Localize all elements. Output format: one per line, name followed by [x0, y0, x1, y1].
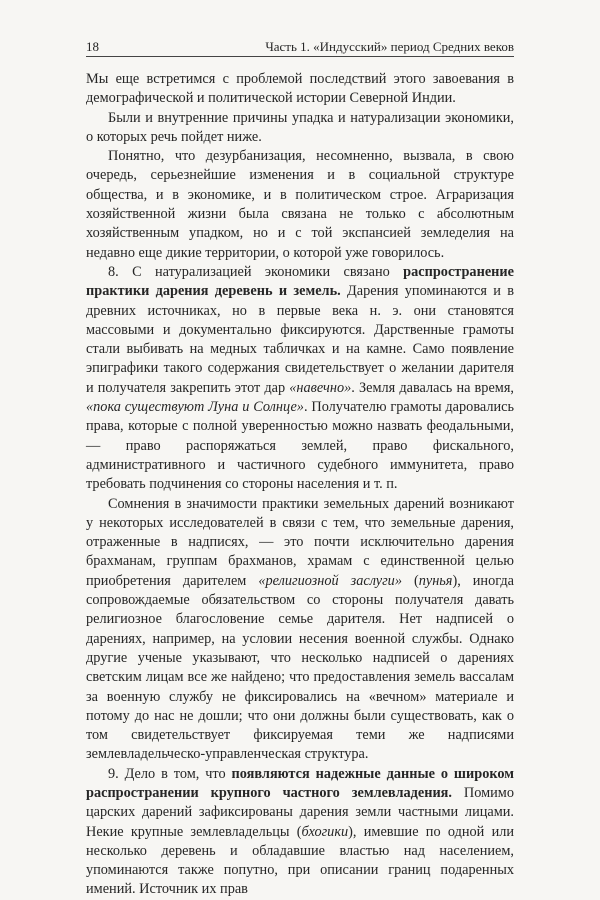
- paragraph-6: [86, 765, 514, 900]
- paragraph-1: [86, 70, 514, 109]
- text-run: ), имевшие по одной или несколько деревень и обладавшие властью над населением, упоминаются также попутно, при описании границ подаренных имений. Источник их прав: [86, 823, 514, 898]
- text-run: (: [401, 572, 419, 589]
- bold-term: появляются надежные данные о широком распространении крупного частного землевладения.: [86, 765, 515, 801]
- text-run: . Земля давалась на время,: [351, 379, 514, 396]
- text-run: Мы еще встретимся с проблемой последствий этого завоевания в демографической и политической истории Северной Индии.: [86, 71, 514, 107]
- text-run: 9. Дело в том, что: [108, 765, 232, 782]
- italic-quote: «пока существуют Луна и Солнце»: [86, 399, 304, 416]
- text-run: . Получателю грамоты даровались права, которые с полной уверенностью можно назвать феодальными, — право распоряжаться землей, право фискального, административного и частичного судебного иммунитета, право требовать подчинения со стороны населения и т. п.: [86, 399, 515, 493]
- text-run: ), иногда сопровождаемые обязательством со стороны получателя давать религиозное благословение семье дарителя. Нет надписей о дарениях, например, на условии несения военной службы. Однако другие ученые указывают, что несколько надписей о дарениях светским лицам все же найдено; что предоставления земель вассалам за военную службу не фиксировались на «вечном» материале и потому до нас не дошли; что они должны были существовать, как о том свидетельствует фиксируемая теми же надписями землевладельческо-управленческая структура.: [86, 572, 515, 763]
- text-run: Сомнения в значимости практики земельных дарений возникают у некоторых исследователей в связи с тем, что земельные дарения, отраженные в надписях, — это почти исключительно дарения брахманам, группам брахманов, храмам с единственной целью приобретения дарителем: [86, 495, 514, 589]
- text-run: Были и внутренние причины упадка и натурализации экономики, о которых речь пойдет ниже.: [86, 109, 514, 145]
- text-run: Помимо царских дарений зафиксированы дарения земли частными лицами. Некие крупные землевладельцы (: [86, 784, 514, 840]
- italic-quote: «религиозной заслуги»: [258, 572, 402, 589]
- body-text: [86, 70, 514, 900]
- text-run: Дарения упоминаются и в древних источниках, но в первые века н. э. они становятся массовыми и документально фиксируются. Дарственные грамоты стали выбивать на медных табличках и на камне. Само появление эпиграфики такого содержания свидетельствует о желании дарителя и получателя закрепить этот дар: [86, 283, 514, 396]
- paragraph-2: [86, 109, 514, 148]
- running-header: [86, 38, 514, 57]
- text-run: 8. С натурализацией экономики связано: [108, 263, 404, 280]
- italic-quote: «навечно»: [289, 379, 352, 396]
- italic-term: пунья: [418, 572, 453, 589]
- running-title: Часть 1. «Индусский» период Средних веков: [265, 39, 514, 54]
- italic-term: бхогики: [301, 823, 349, 840]
- paragraph-4: [86, 263, 514, 495]
- paragraph-3: [86, 147, 514, 263]
- text-run: Понятно, что дезурбанизация, несомненно, вызвала, в свою очередь, серьезнейшие изменения и в социальной структуре общества, и в экономике, и в политическом строе. Аграризация хозяйственной жизни была связана не только с абсолютным хозяйственным упадком, но и с той экспансией земледелия на недавно еще дикие территории, о которой уже говорилось.: [86, 148, 514, 261]
- bold-term: распространение практики дарения деревень и земель.: [86, 263, 514, 300]
- page-number: 18: [86, 39, 99, 54]
- paragraph-5: [86, 495, 514, 765]
